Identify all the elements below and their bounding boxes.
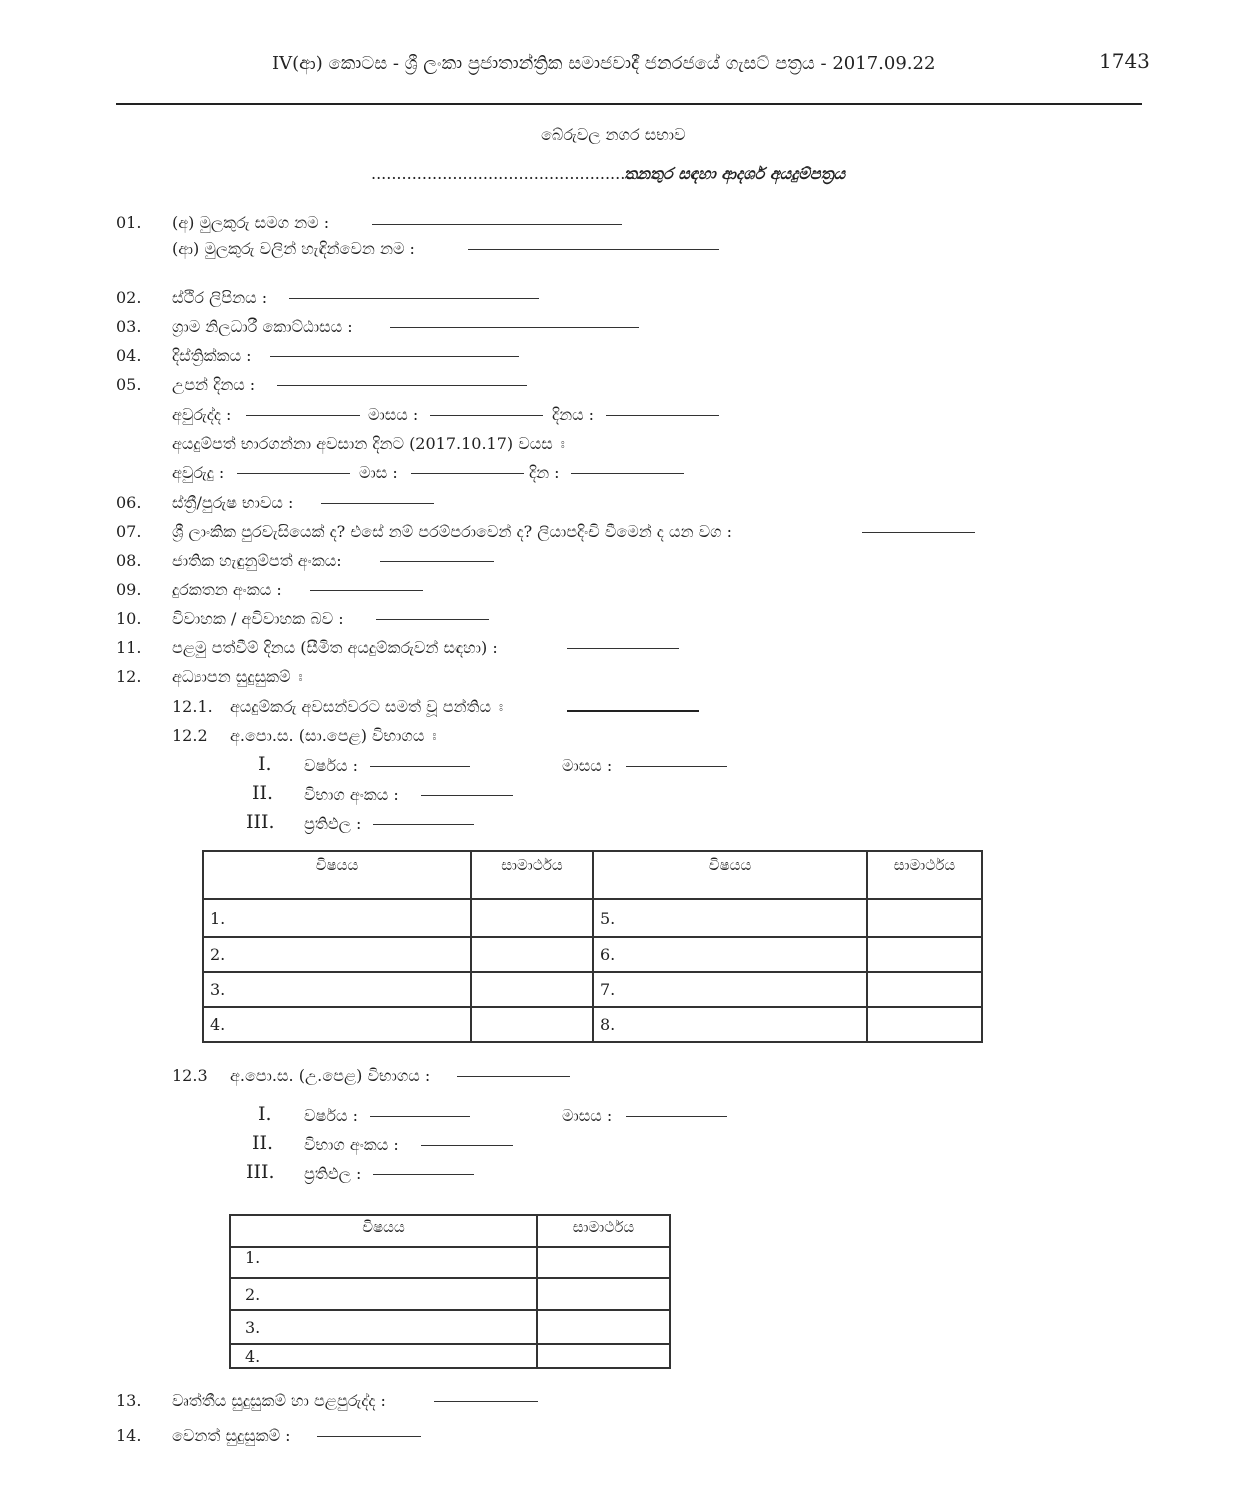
table-row <box>203 937 982 972</box>
professional-qualifications-label: වෘත්තීය සුදුසුකම් හා පළපුරුද්ද : <box>172 1391 386 1410</box>
first-appointment-label: පළමු පත්වීම් දිනය (සීමිත අයදුම්කරුවන් සඳහා) : <box>172 638 498 657</box>
item-number: 10. <box>116 609 142 628</box>
phone-label: දුරකතන අංකය : <box>172 580 282 599</box>
roman-numeral: II. <box>252 782 274 804</box>
grade-cell[interactable] <box>867 1007 982 1042</box>
item-number: 11. <box>116 638 142 657</box>
full-name-label: (අ) මුලකුරු සමග නම : <box>172 213 330 232</box>
subject-cell[interactable]: 3. <box>230 1310 537 1344</box>
table-row <box>203 899 982 937</box>
address-label: ස්ථිර ලිපිනය : <box>172 288 268 307</box>
grade-header: සාමාර්ථය <box>471 851 593 899</box>
full-name-field[interactable] <box>372 224 622 225</box>
gender-label: ස්ත්‍රී/පුරුෂ භාවය : <box>172 493 294 512</box>
table-header-row <box>203 851 982 899</box>
al-result-field[interactable] <box>373 1174 474 1175</box>
subject-cell[interactable]: 2. <box>203 937 471 972</box>
ol-result-label: ප්‍රතිඵල : <box>304 814 362 833</box>
age-years-field[interactable] <box>237 473 350 474</box>
item-number: 03. <box>116 317 142 336</box>
al-index-field[interactable] <box>421 1145 513 1146</box>
gender-field[interactable] <box>321 503 434 504</box>
item-number: 05. <box>116 375 142 394</box>
grade-header: සාමාර්ථය <box>867 851 982 899</box>
marital-status-label: විවාහක / අවිවාහක බව : <box>172 609 344 628</box>
item-number: 09. <box>116 580 142 599</box>
citizenship-label: ශ්‍රී ලාංකික පුරවැසියෙක් ද? එසේ නම් පරම්පරාවෙන් ද? ලියාපදිංචි වීමෙන් ද යන වග : <box>172 522 732 541</box>
form-title: තනතුර සඳහා ආදර්ශ අයදුම්පත්‍රය <box>624 164 846 183</box>
roman-numeral: III. <box>246 1161 275 1183</box>
subject-cell[interactable]: 2. <box>230 1278 537 1310</box>
item-number: 06. <box>116 493 142 512</box>
al-index-label: විභාග අංකය : <box>304 1135 399 1154</box>
dob-day-label: දිනය : <box>552 405 595 424</box>
other-qualifications-field[interactable] <box>317 1436 421 1437</box>
item-number: 14. <box>116 1426 142 1445</box>
grade-cell[interactable] <box>471 972 593 1007</box>
professional-qualifications-field[interactable] <box>434 1401 538 1402</box>
al-results-table <box>229 1214 671 1369</box>
al-year-label: වර්ෂය : <box>304 1106 358 1125</box>
table-row <box>203 972 982 1007</box>
dob-day-field[interactable] <box>606 415 719 416</box>
name-by-initials-label: (ආ) මුලකුරු වලින් හැඳින්වෙන නම : <box>172 239 415 258</box>
al-month-label: මාසය : <box>562 1106 613 1125</box>
grade-cell[interactable] <box>537 1278 670 1310</box>
subject-cell[interactable]: 1. <box>230 1247 537 1278</box>
age-days-label: දින : <box>529 463 560 482</box>
grade-cell[interactable] <box>537 1310 670 1344</box>
subject-header: විෂයය <box>593 851 867 899</box>
item-number: 02. <box>116 288 142 307</box>
roman-numeral: III. <box>246 811 275 833</box>
dob-month-label: මාසය : <box>368 405 419 424</box>
subitem-number: 12.2 <box>172 726 208 745</box>
dob-month-field[interactable] <box>430 415 543 416</box>
ol-results-table <box>202 850 983 1043</box>
district-field[interactable] <box>270 356 519 357</box>
page-number: 1743 <box>1099 49 1150 73</box>
age-years-label: අවුරුදු : <box>172 463 225 482</box>
subject-cell[interactable]: 7. <box>593 972 867 1007</box>
subitem-number: 12.3 <box>172 1066 208 1085</box>
grade-cell[interactable] <box>867 937 982 972</box>
ol-month-label: මාසය : <box>562 756 613 775</box>
item-number: 08. <box>116 551 142 570</box>
age-at-closing-label: අයදුම්පත් භාරගන්නා අවසාන දිනට (2017.10.17) වයස ඃ <box>172 434 565 453</box>
al-exam-field[interactable] <box>457 1076 570 1077</box>
al-exam-label: අ.පො.ස. (උ.පෙළ) විභාගය : <box>230 1066 431 1085</box>
post-blank-dots: ........................................................ <box>371 164 656 183</box>
age-months-label: මාස : <box>359 463 398 482</box>
grade-cell[interactable] <box>537 1247 670 1278</box>
ol-month-field[interactable] <box>626 766 727 767</box>
gn-division-field[interactable] <box>390 327 639 328</box>
subject-cell[interactable]: 4. <box>203 1007 471 1042</box>
table-row <box>230 1344 670 1368</box>
al-result-label: ප්‍රතිඵල : <box>304 1164 362 1183</box>
dob-year-label: අවුරුද්ද : <box>172 405 232 424</box>
table-header-row <box>230 1215 670 1247</box>
item-number: 07. <box>116 522 142 541</box>
nic-field[interactable] <box>380 561 494 562</box>
grade-cell[interactable] <box>471 1007 593 1042</box>
phone-field[interactable] <box>310 590 423 591</box>
subject-cell[interactable]: 6. <box>593 937 867 972</box>
grade-cell[interactable] <box>471 899 593 937</box>
age-months-field[interactable] <box>411 473 524 474</box>
last-grade-field[interactable] <box>567 710 699 712</box>
last-grade-label: අයදුම්කරු අවසන්වරට සමත් වූ පන්තිය ඃ <box>230 697 504 716</box>
age-days-field[interactable] <box>571 473 684 474</box>
ol-exam-label: අ.පො.ස. (සා.පෙළ) විභාගය ඃ <box>230 726 437 745</box>
grade-cell[interactable] <box>471 937 593 972</box>
subject-header: විෂයය <box>203 851 471 899</box>
marital-status-field[interactable] <box>376 619 489 620</box>
roman-numeral: I. <box>258 1103 272 1125</box>
item-number: 04. <box>116 346 142 365</box>
subject-cell[interactable]: 1. <box>203 899 471 937</box>
table-row <box>230 1310 670 1344</box>
citizenship-field[interactable] <box>862 532 975 533</box>
first-appointment-field[interactable] <box>567 648 679 649</box>
ol-result-field[interactable] <box>373 824 474 825</box>
district-label: දිස්ත්‍රික්කය : <box>172 346 252 365</box>
subject-cell[interactable]: 4. <box>230 1344 537 1368</box>
dob-year-field[interactable] <box>246 415 360 416</box>
council-name: බේරුවල නගර සභාව <box>541 125 686 144</box>
grade-cell[interactable] <box>867 972 982 1007</box>
address-field[interactable] <box>289 298 539 299</box>
item-number: 01. <box>116 213 142 232</box>
subject-cell[interactable]: 5. <box>593 899 867 937</box>
ol-year-field[interactable] <box>370 766 470 767</box>
roman-numeral: I. <box>258 753 272 775</box>
al-year-field[interactable] <box>370 1116 470 1117</box>
header-rule <box>116 103 1142 105</box>
table-row <box>203 1007 982 1042</box>
subject-header: විෂයය <box>230 1215 537 1247</box>
table-row <box>230 1278 670 1310</box>
roman-numeral: II. <box>252 1132 274 1154</box>
grade-header: සාමාර්ථය <box>537 1215 670 1247</box>
grade-cell[interactable] <box>867 899 982 937</box>
subject-cell[interactable]: 8. <box>593 1007 867 1042</box>
ol-index-field[interactable] <box>421 795 513 796</box>
grade-cell[interactable] <box>537 1344 670 1368</box>
subitem-number: 12.1. <box>172 697 213 716</box>
education-label: අධ්‍යාපන සුදුසුකම් ඃ <box>172 667 303 686</box>
nic-label: ජාතික හැඳුනුම්පත් අංකය: <box>172 551 342 570</box>
name-by-initials-field[interactable] <box>468 249 719 250</box>
ol-index-label: විභාග අංකය : <box>304 785 399 804</box>
item-number: 13. <box>116 1391 142 1410</box>
subject-cell[interactable]: 3. <box>203 972 471 1007</box>
ol-year-label: වර්ෂය : <box>304 756 358 775</box>
dob-field[interactable] <box>277 385 527 386</box>
gazette-header-title: IV(ආ) කොටස - ශ්‍රී ලංකා ප්‍රජාතාන්ත්‍රික සමාජවාදී ජනරජයේ ගැසට් පත්‍රය - 2017.09.22 <box>272 53 936 74</box>
item-number: 12. <box>116 667 142 686</box>
gn-division-label: ග්‍රාම නිලධාරී කොට්ඨාසය : <box>172 317 353 336</box>
other-qualifications-label: වෙනත් සුදුසුකම් : <box>172 1426 291 1445</box>
dob-label: උපන් දිනය : <box>172 375 256 394</box>
table-row <box>230 1247 670 1278</box>
al-month-field[interactable] <box>626 1116 727 1117</box>
